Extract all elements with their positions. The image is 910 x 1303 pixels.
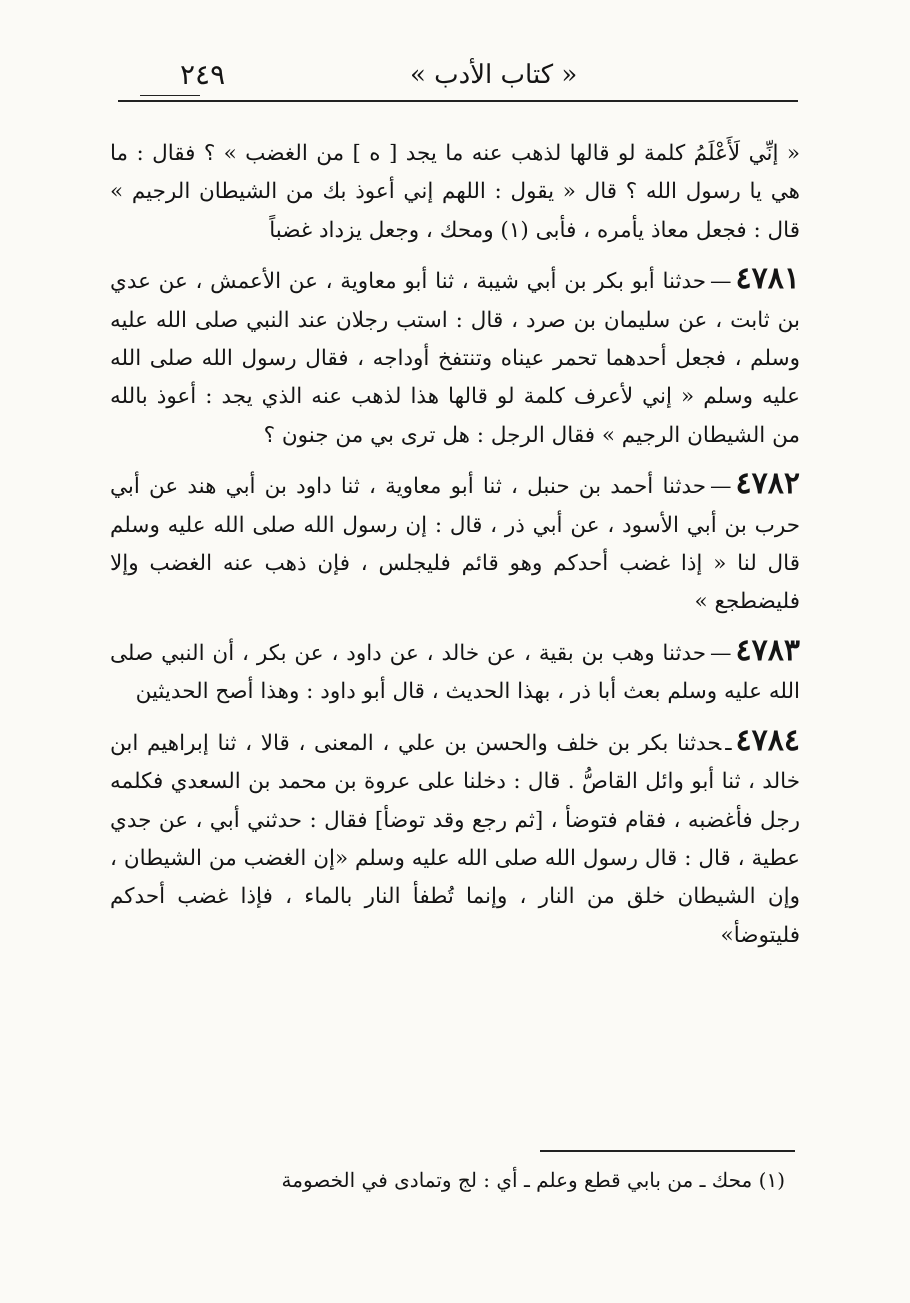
hadith-4782 [110, 465, 800, 622]
page-number: ٢٤٩ [180, 58, 226, 91]
hadith-text: حدثنا أحمد بن حنبل ، ثنا أبو معاوية ، ثنا داود بن أبي هند عن أبي حرب بن أبي الأسود ، عن أبي ذر ، قال : إن رسول الله صلى الله عليه وسلم قال لنا « إذا غضب أحدكم وهو قائم فليجلس ، فإن ذهب عنه الغضب وإلا فليضطجع » [110, 474, 800, 615]
page-header [110, 52, 800, 92]
dash-separator: — [710, 640, 732, 666]
main-text [110, 135, 800, 965]
header-short-rule [140, 95, 200, 96]
running-title: « كتاب الأدب » [410, 60, 578, 90]
header-rule [118, 100, 798, 102]
footnote: (١) محك ـ من بابي قطع وعلم ـ أي : لج وتمادى في الخصومة [281, 1168, 785, 1192]
paragraph-continuation: « إنِّي لَأَعْلَمُ كلمة لو قالها لذهب عنه ما يجد [ ه ] من الغضب » ؟ فقال : ما هي يا رسول الله ؟ قال « يقول : اللهم إني أعوذ بك من الشيطان الرجيم » قال : فجعل معاذ يأمره ، فأبى (١) ومحك ، وجعل يزداد غضباً [110, 141, 800, 243]
hadith-text: حدثنا أبو بكر بن أبي شيبة ، ثنا أبو معاوية ، عن الأعمش ، عن عدي بن ثابت ، عن سليمان بن صرد ، قال : استب رجلان عند النبي صلى الله عليه وسلم ، فجعل أحدهما تحمر عيناه وتنتفخ أوداجه ، فقال رسول الله صلى الله عليه وسلم « إني لأعرف كلمة لو قالها هذا لذهب عنه الذي يجد : أعوذ بالله من الشيطان الرجيم » فقال الرجل : هل ترى بي من جنون ؟ [110, 269, 800, 448]
dash-separator: ـ [725, 730, 732, 756]
hadith-text: حدثنا بكر بن خلف والحسن بن علي ، المعنى ، قالا ، ثنا إبراهيم ابن خالد ، ثنا أبو وائل القاصُّ . قال : دخلنا على عروة بن محمد بن السعدي فكلمه رجل فأغضبه ، فقام فتوضأ ، [ثم رجع وقد توضأ] فقال : حدثني أبي ، عن جدي عطية ، قال : قال رسول الله صلى الله عليه وسلم «إن الغضب من الشيطان ، وإن الشيطان خلق من النار ، وإنما تُطفأ النار بالماء ، فإذا غضب أحدكم فليتوضأ» [110, 730, 800, 948]
hadith-number: ٤٧٨٢ [735, 466, 800, 502]
dash-separator: — [710, 269, 732, 295]
hadith-4784 [110, 722, 800, 955]
footnote-rule [540, 1150, 795, 1152]
dash-separator: — [710, 474, 732, 500]
hadith-number: ٤٧٨١ [735, 261, 800, 297]
hadith-text: حدثنا وهب بن بقية ، عن خالد ، عن داود ، عن بكر ، أن النبي صلى الله عليه وسلم بعث أبا ذر ، بهذا الحديث ، قال أبو داود : وهذا أصح الحديثين [110, 640, 800, 705]
hadith-4781 [110, 260, 800, 455]
hadith-4783 [110, 632, 800, 712]
hadith-number: ٤٧٨٤ [735, 722, 800, 758]
hadith-number: ٤٧٨٣ [735, 632, 800, 668]
